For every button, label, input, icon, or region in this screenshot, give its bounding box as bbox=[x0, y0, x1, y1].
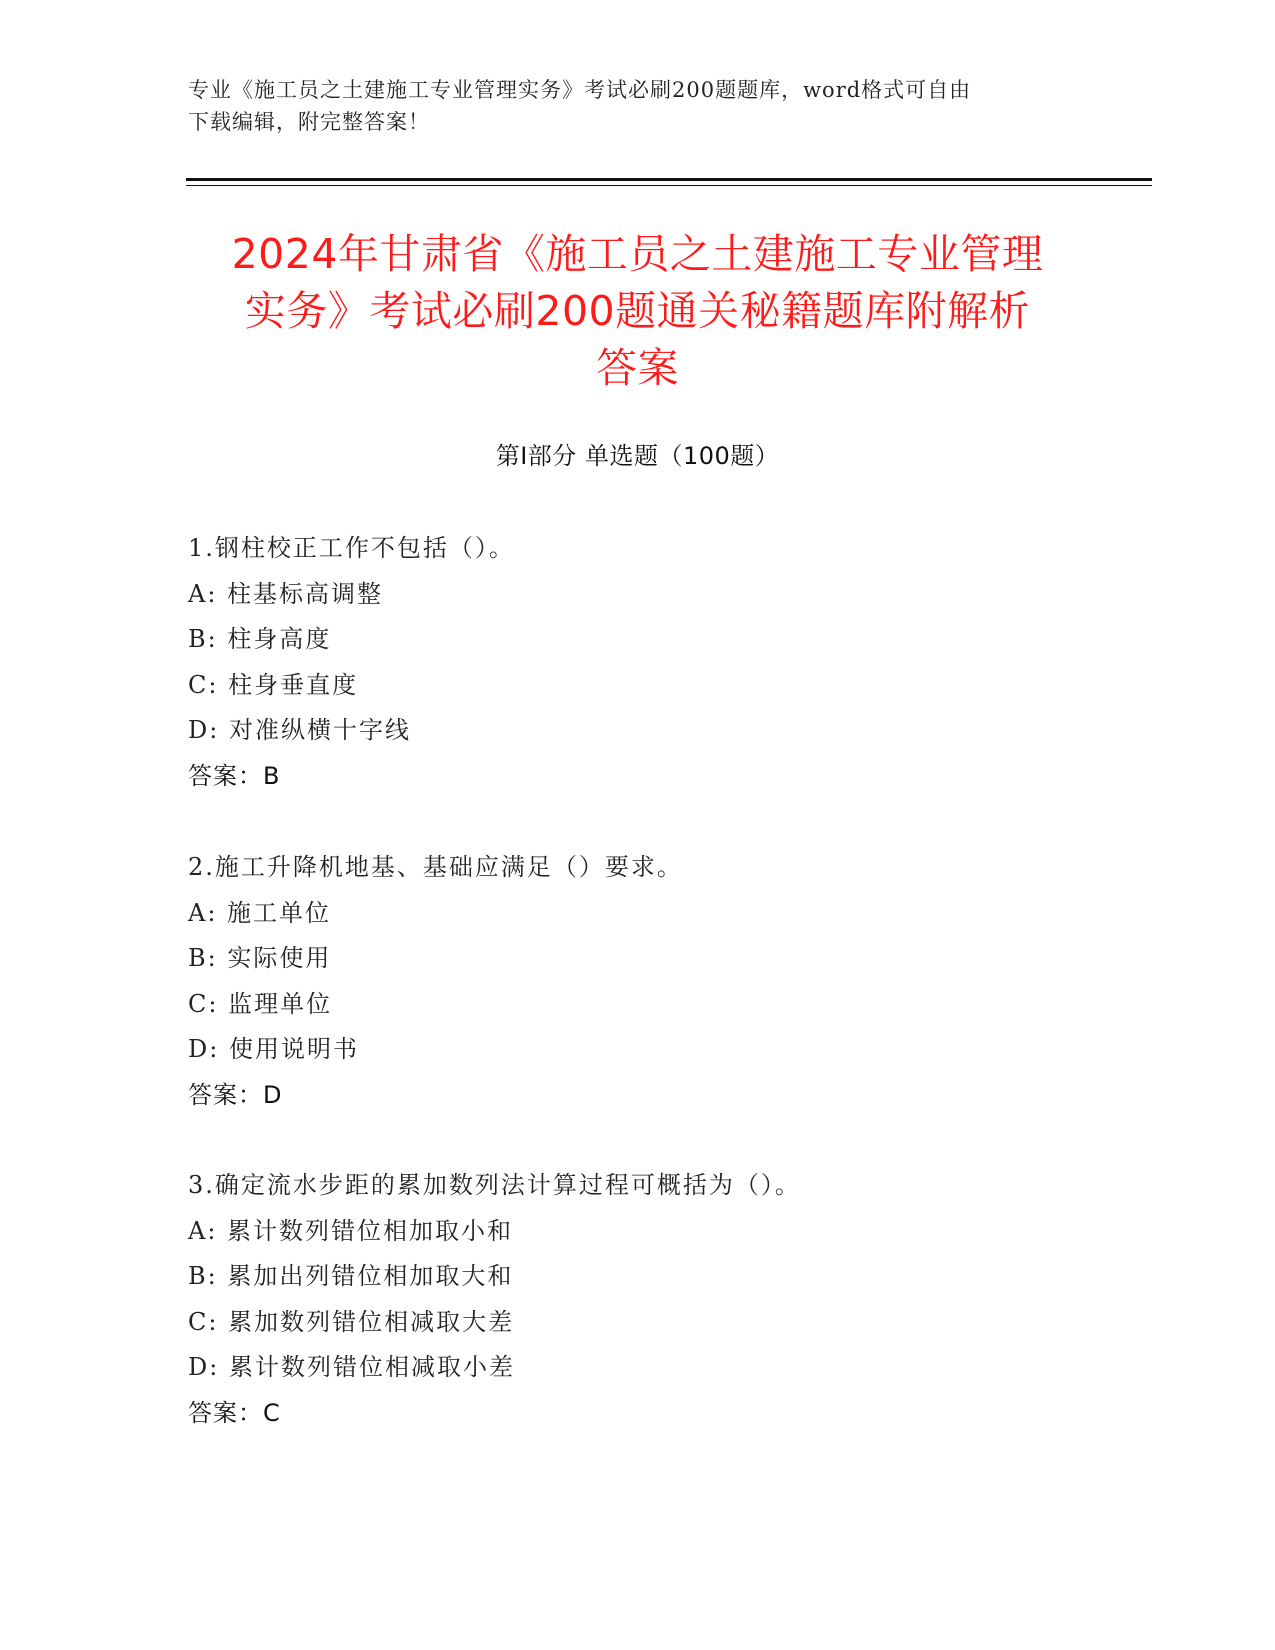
option-c: C: 柱身垂直度 bbox=[188, 670, 359, 699]
section-heading: 第Ⅰ部分 单选题（100题） bbox=[495, 442, 780, 470]
header-note bbox=[188, 74, 1088, 138]
question-stem: 3.确定流水步距的累加数列法计算过程可概括为（）。 bbox=[188, 1171, 801, 1199]
answer-line: 答案：D bbox=[188, 1080, 283, 1109]
option-b: B: 累加出列错位相加取大和 bbox=[188, 1262, 514, 1290]
question-block bbox=[188, 1163, 1148, 1436]
option-a: A: 施工单位 bbox=[188, 898, 332, 927]
option-b: B: 柱身高度 bbox=[188, 625, 332, 653]
answer-line: 答案：B bbox=[188, 761, 281, 790]
header-rule-thin bbox=[186, 185, 1152, 186]
question-block bbox=[188, 845, 1148, 1118]
question-block bbox=[188, 526, 1148, 799]
title-line-3: 答案 bbox=[596, 344, 679, 392]
option-a: A: 柱基标高调整 bbox=[188, 579, 384, 608]
question-stem: 2.施工升降机地基、基础应满足（）要求。 bbox=[188, 853, 683, 881]
option-a: A: 累计数列错位相加取小和 bbox=[188, 1216, 514, 1245]
title-line-1: 2024年甘肃省《施工员之土建施工专业管理 bbox=[231, 230, 1044, 278]
option-d: D: 累计数列错位相减取小差 bbox=[188, 1353, 515, 1381]
option-d: D: 使用说明书 bbox=[188, 1035, 359, 1063]
header-note-line-1: 专业《施工员之土建施工专业管理实务》考试必刷200题题库，word格式可自由 bbox=[188, 78, 972, 102]
option-b: B: 实际使用 bbox=[188, 944, 332, 972]
option-d: D: 对准纵横十字线 bbox=[188, 716, 411, 744]
header-rule-thick bbox=[186, 178, 1152, 181]
answer-line: 答案：C bbox=[188, 1398, 281, 1427]
option-c: C: 监理单位 bbox=[188, 989, 333, 1018]
header-note-line-2: 下载编辑，附完整答案！ bbox=[188, 110, 430, 134]
document-title bbox=[150, 226, 1125, 397]
title-line-2: 实务》考试必刷200题通关秘籍题库附解析 bbox=[244, 287, 1031, 335]
question-stem: 1.钢柱校正工作不包括（）。 bbox=[188, 534, 515, 562]
option-c: C: 累加数列错位相减取大差 bbox=[188, 1307, 515, 1336]
